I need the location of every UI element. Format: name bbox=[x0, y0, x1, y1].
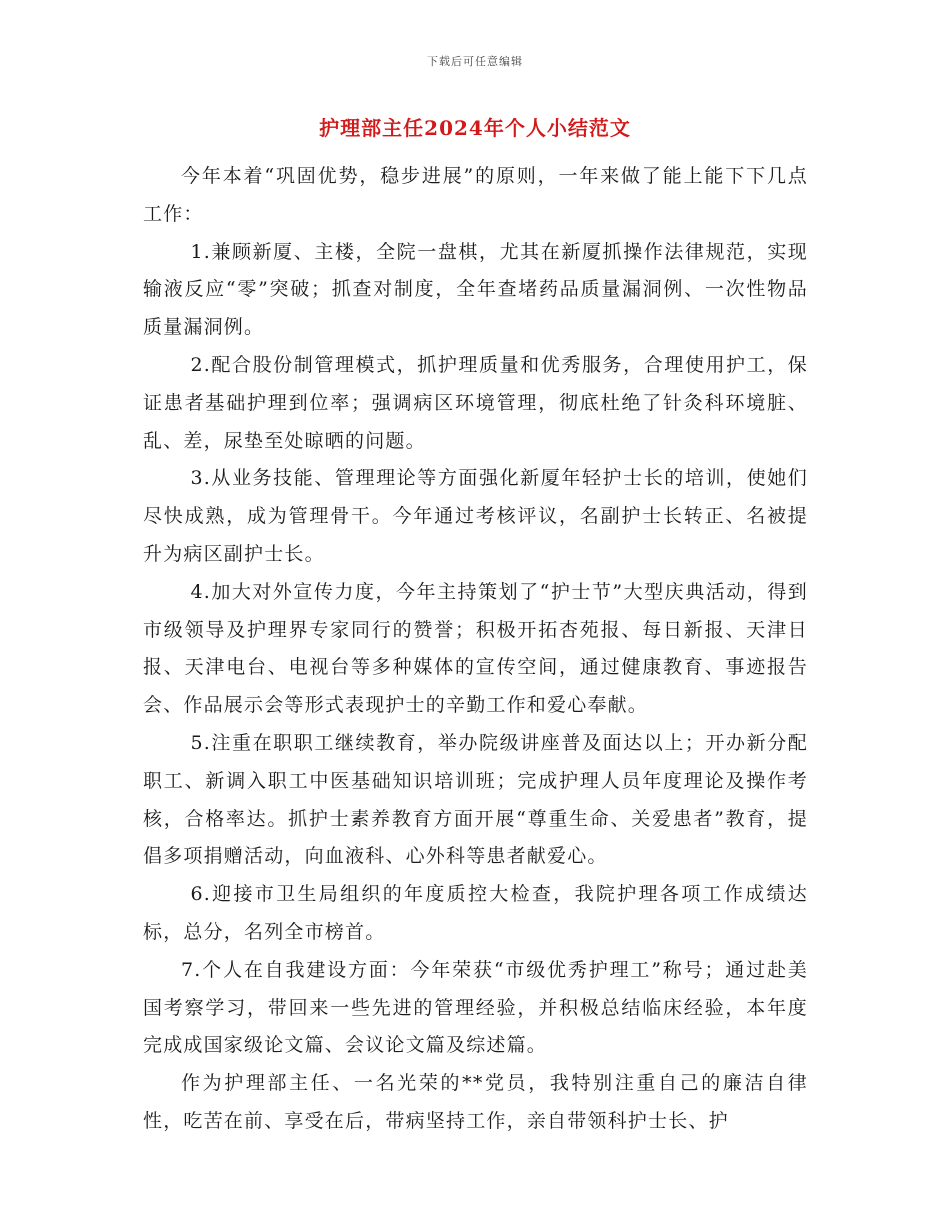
paragraph-item-6: 6.迎接市卫生局组织的年度质控大检查，我院护理各项工作成绩达标，总分，名列全市榜首。 bbox=[143, 883, 808, 943]
document-body bbox=[143, 158, 808, 1141]
paragraph-item-3: 3.从业务技能、管理理论等方面强化新厦年轻护士长的培训，使她们尽快成熟，成为管理骨干。今年通过考核评议，名副护士长转正、名被提升为病区副护士长。 bbox=[143, 467, 808, 565]
document-title: 护理部主任2024年个人小结范文 bbox=[319, 116, 631, 140]
paragraph-item-5: 5.注重在职职工继续教育，举办院级讲座普及面达以上；开办新分配职工、新调入职工中医基础知识培训班；完成护理人员年度理论及操作考核，合格率达。抓护士素养教育方面开展“尊重生命、关爱患者”教育，提倡多项捐赠活动，向血液科、心外科等患者献爱心。 bbox=[143, 731, 808, 868]
paragraph-item-2: 2.配合股份制管理模式，抓护理质量和优秀服务，合理使用护工，保证患者基础护理到位率；强调病区环境管理，彻底杜绝了针灸科环境脏、乱、差，尿垫至处晾晒的问题。 bbox=[143, 353, 808, 452]
paragraph-closing: 作为护理部主任、一名光荣的**党员，我特别注重自己的廉洁自律性，吃苦在前、享受在后，带病坚持工作，亲自带领科护士长、护 bbox=[143, 1072, 808, 1132]
paragraph-item-4: 4.加大对外宣传力度，今年主持策划了“护士节”大型庆典活动，得到市级领导及护理界专家同行的赞誉；积极开拓杏苑报、每日新报、天津日报、天津电台、电视台等多种媒体的宣传空间，通过健康教育、事迹报告会、作品展示会等形式表现护士的辛勤工作和爱心奉献。 bbox=[143, 580, 808, 717]
header-note: 下载后可任意编辑 bbox=[427, 55, 523, 68]
paragraph-item-7: 7.个人在自我建设方面：今年荣获“市级优秀护理工”称号；通过赴美国考察学习，带回来一些先进的管理经验，并积极总结临床经验，本年度完成成国家级论文篇、会议论文篇及综述篇。 bbox=[143, 958, 808, 1057]
paragraph-item-1: 1.兼顾新厦、主楼，全院一盘棋，尤其在新厦抓操作法律规范，实现输液反应“零”突破；抓查对制度，全年查堵药品质量漏洞例、一次性物品质量漏洞例。 bbox=[143, 240, 808, 339]
paragraph-intro: 今年本着“巩固优势，稳步进展”的原则，一年来做了能上能下下几点工作： bbox=[143, 165, 808, 225]
